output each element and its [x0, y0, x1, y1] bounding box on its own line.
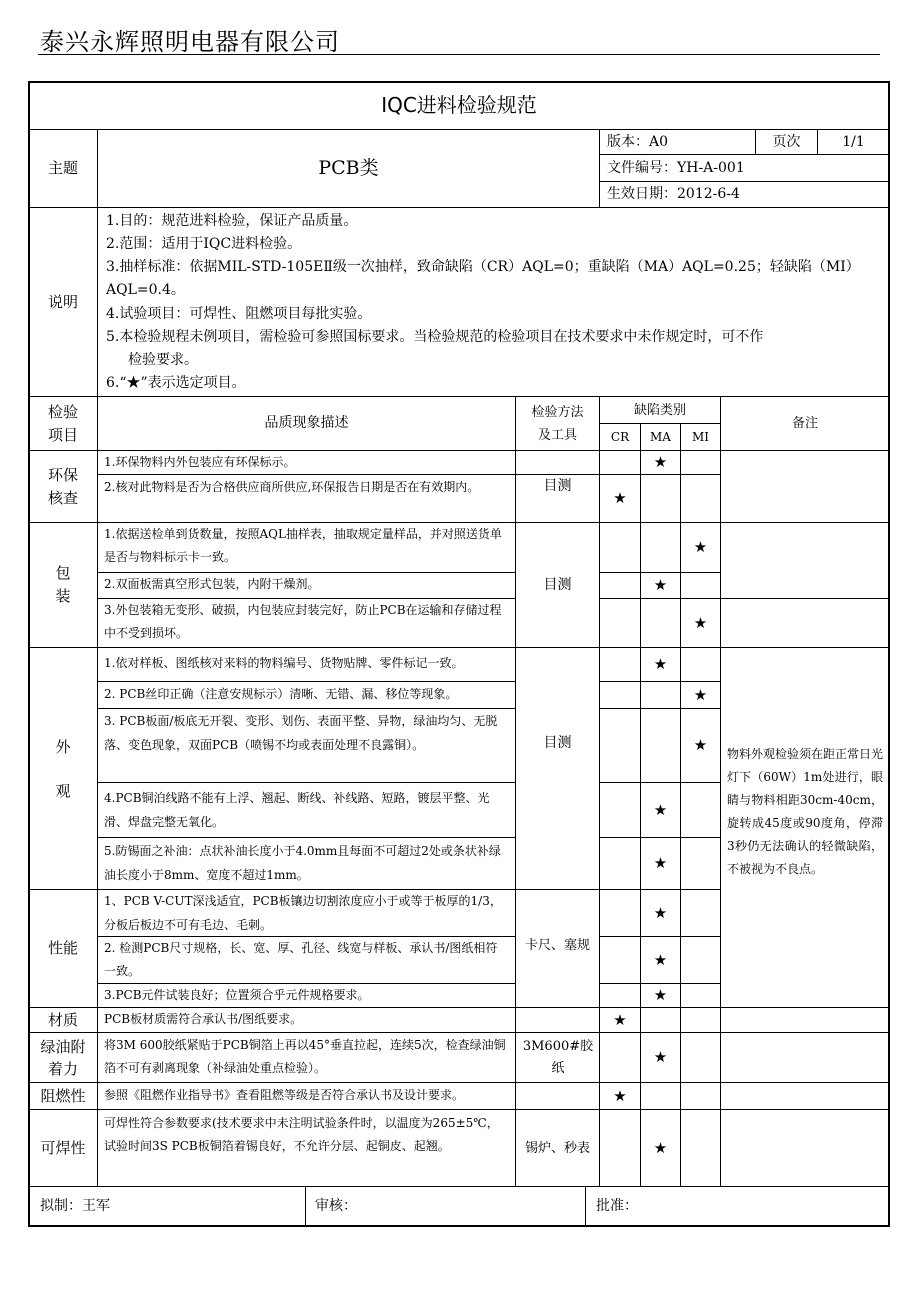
mark-pack3-mi: ★: [693, 613, 708, 632]
mark-look1-ma: ★: [653, 655, 668, 673]
page-label: 页次: [772, 134, 801, 150]
mark-pack1-mi: ★: [693, 538, 708, 556]
row-env-2: 2.核对此物料是否为合格供应商所供应,环保报告日期是否在有效期内。: [104, 480, 480, 494]
note-item: 6.“★”表示选定项目。: [106, 375, 246, 391]
mark-env1-ma: ★: [653, 453, 668, 471]
header-cr: CR: [610, 430, 630, 444]
mark-pack2-ma: ★: [653, 576, 668, 594]
mark-solder-ma: ★: [653, 1138, 668, 1157]
notes-label: 说明: [47, 292, 78, 311]
drafter: 拟制：王军: [40, 1198, 110, 1214]
category-look: 外观: [55, 737, 71, 800]
version: 版本：A0: [607, 134, 669, 150]
method-look: 目测: [543, 734, 572, 751]
method-perf: 卡尺、塞规: [524, 938, 590, 953]
page-number: 1/1: [842, 134, 865, 150]
note-item: 检验要求。: [128, 352, 198, 368]
category-perf: 性能: [47, 939, 78, 957]
approver: 批准：: [596, 1198, 638, 1214]
doc-number: 文件编号：YH-A-001: [607, 160, 745, 176]
category-mat: 材质: [47, 1010, 78, 1029]
header-desc: 品质现象描述: [264, 415, 349, 431]
mark-flame-cr: ★: [613, 1086, 627, 1105]
header-ma: MA: [650, 430, 671, 444]
row-flame: 参照《阻燃作业指导书》查看阻燃等级是否符合承认书及设计要求。: [104, 1088, 465, 1102]
method-oil: 3M600#胶纸: [522, 1038, 594, 1076]
note-item: 2.范围：适用于IQC进料检验。: [106, 236, 302, 252]
mark-look2-mi: ★: [693, 685, 708, 704]
category-oil: 绿油附着力: [40, 1037, 86, 1078]
mark-look3-mi: ★: [693, 736, 708, 754]
row-look-2: 2. PCB丝印正确（注意安规标示）清晰、无错、漏、移位等现象。: [104, 687, 458, 701]
header-defect: 缺陷类别: [633, 402, 686, 418]
note-item: AQL=0.4。: [106, 282, 185, 298]
subject-label: 主题: [47, 159, 78, 177]
note-item: 3.抽样标准：依据MIL-STD-105EⅡ级一次抽样，致命缺陷（CR）AQL=0；重缺陷（MA）AQL=0.25；轻缺陷（MI）: [106, 259, 860, 275]
row-perf-2: 2. 检测PCB尺寸规格，长、宽、厚、孔径、线宽与样板、承认书/图纸相符一致。: [104, 941, 498, 978]
row-look-1: 1.依对样板、图纸核对来料的物料编号、货物贴牌、零件标记一致。: [104, 656, 464, 670]
header-item-2: 项目: [47, 425, 78, 444]
reviewer: 审核：: [315, 1198, 357, 1214]
row-pack-1: 1.依据送检单到货数量，按照AQL抽样表，抽取规定量样品，并对照送货单是否与物料标示卡一致。: [104, 527, 502, 564]
row-look-4: 4.PCB铜泊线路不能有上浮、翘起、断线、补线路、短路，镀层平整、光滑、焊盘完整无氧化。: [104, 791, 490, 829]
mark-oil-ma: ★: [653, 1048, 668, 1066]
method-env: 目测: [543, 478, 572, 494]
category-env: 环保核查: [47, 465, 78, 507]
mark-perf1-ma: ★: [653, 903, 668, 922]
row-look-5: 5.防锡面之补油：点状补油长度小于4.0mm且每面不可超过2处或条状补绿油长度小于8mm、宽度不超过1mm。: [104, 844, 501, 882]
row-solder: 可焊性符合参数要求(技术要求中未注明试验条件时，以温度为265±5℃，试验时间3S PCB板铜箔着锡良好，不允许分层、起铜皮、起翘。: [104, 1116, 499, 1153]
category-flame: 阻燃性: [40, 1086, 86, 1105]
mark-perf2-ma: ★: [653, 950, 668, 969]
row-perf-1: 1、PCB V-CUT深浅适宜，PCB板镶边切割浓度应小于或等于板厚的1/3，分板后板边不可有毛边、毛刺。: [104, 894, 502, 932]
mark-look5-ma: ★: [653, 854, 668, 872]
subject-value: PCB类: [318, 157, 379, 179]
mark-look4-ma: ★: [653, 800, 668, 819]
mark-material-cr: ★: [613, 1010, 627, 1029]
header-method-2: 及工具: [537, 427, 577, 443]
effective-date: 生效日期：2012-6-4: [607, 186, 740, 202]
remark-text: 物料外观检验须在距正常日光灯下（60W）1m处进行，眼睛与物料相距30cm-40cm，旋转成45度或90度角，停滞3秒仍无法确认的轻微缺陷，不被视为不良点。: [727, 747, 884, 876]
mark-env2-cr: ★: [613, 489, 627, 507]
category-pack: 包装: [55, 564, 71, 605]
category-solder: 可焊性: [40, 1138, 86, 1157]
row-oil: 将3M 600胶纸紧贴于PCB铜箔上再以45°垂直拉起，连续5次，检查绿油铜箔不可有剥离现象（补绿油处重点检验）。: [104, 1038, 506, 1075]
method-solder: 锡炉、秒表: [524, 1140, 590, 1156]
row-material: PCB板材质需符合承认书/图纸要求。: [104, 1012, 303, 1026]
doc-title: IQC进料检验规范: [381, 93, 537, 117]
note-item: 1.目的：规范进料检验，保证产品质量。: [106, 213, 358, 229]
row-pack-3: 3.外包装箱无变形、破损，内包装应封装完好，防止PCB在运输和存储过程中不受到损坏。: [104, 603, 502, 640]
row-perf-3: 3.PCB元件试装良好；位置须合乎元件规格要求。: [104, 988, 370, 1002]
row-env-1: 1.环保物料内外包装应有环保标示。: [104, 455, 296, 469]
header-remark: 备注: [791, 416, 818, 431]
header-divider: [38, 54, 880, 55]
method-pack: 目测: [543, 576, 572, 593]
row-look-3: 3. PCB板面/板底无开裂、变形、划伤、表面平整、异物，绿油均匀、无脱落、变色现象，双面PCB（喷锡不均或表面处理不良露铜）。: [104, 714, 498, 752]
header-method-1: 检验方法: [531, 404, 584, 420]
header-item-1: 检验: [47, 402, 78, 421]
mark-perf3-ma: ★: [653, 986, 668, 1004]
note-item: 4.试验项目：可焊性、阻燃项目每批实验。: [106, 306, 372, 322]
row-pack-2: 2.双面板需真空形式包装，内附干燥剂。: [104, 577, 320, 591]
header-mi: MI: [691, 430, 710, 444]
company-name: 泰兴永辉照明电器有限公司: [40, 28, 340, 56]
note-item: 5.本检验规程未例项目，需检验可参照国标要求。当检验规范的检验项目在技术要求中未作规定时，可不作: [106, 329, 764, 345]
